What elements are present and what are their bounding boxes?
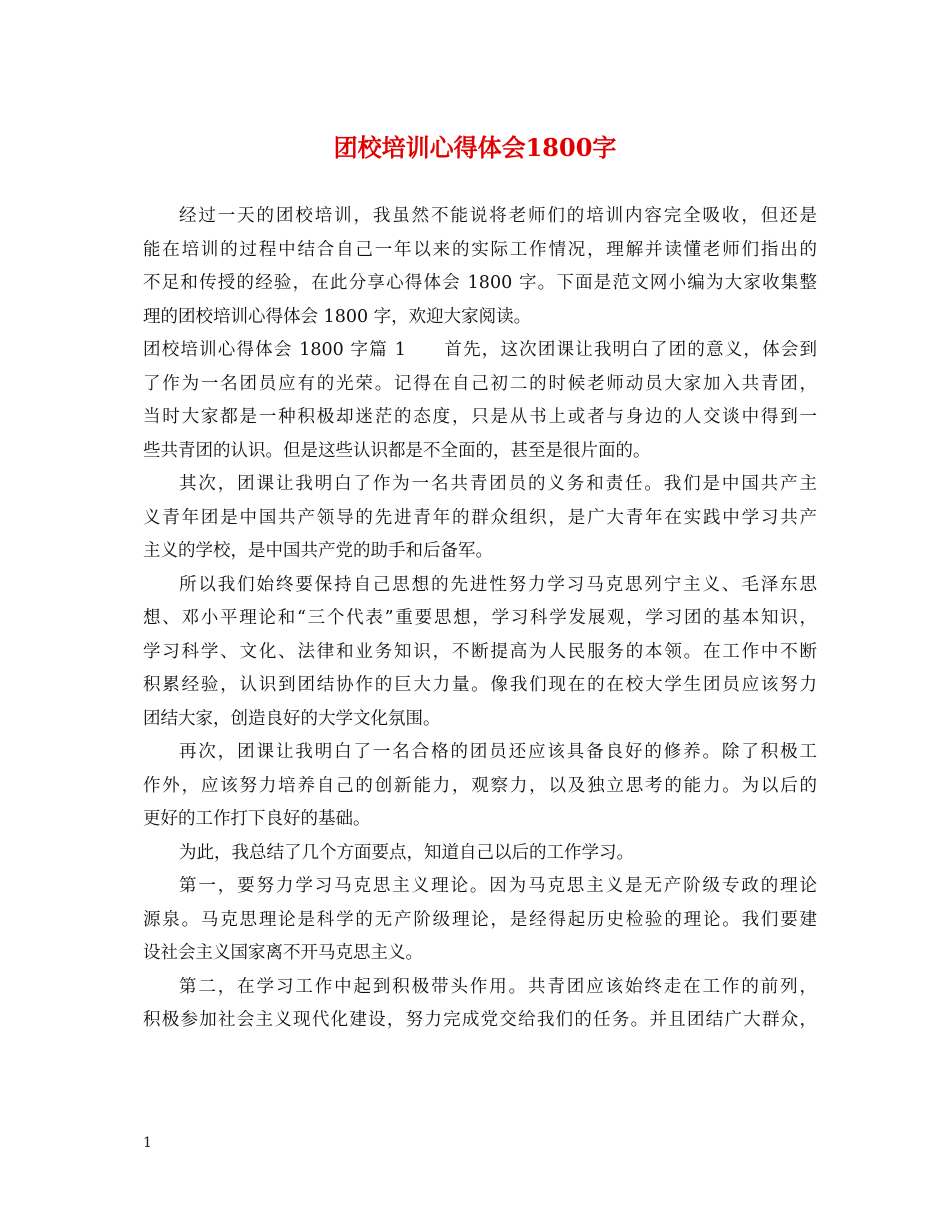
text-line: 不足和传授的经验，在此分享心得体会 1800 字。下面是范文网小编为大家收集整 [143, 273, 817, 293]
text-line: 源泉。马克思理论是科学的无产阶级理论，是经得起历史检验的理论。我们要建 [143, 909, 817, 930]
text-line: 其次，团课让我明白了作为一名共青团员的义务和责任。我们是中国共产主 [179, 474, 817, 494]
text-line: 第一，要努力学习马克思主义理论。因为马克思主义是无产阶级专政的理论 [179, 876, 817, 896]
text-line: 能在培训的过程中结合自己一年以来的实际工作情况，理解并读懂老师们指出的 [143, 239, 817, 260]
text-line: 了作为一名团员应有的光荣。记得在自己初二的时候老师动员大家加入共青团， [143, 373, 817, 394]
text-line: 作外，应该努力培养自己的创新能力，观察力，以及独立思考的能力。为以后的 [143, 775, 817, 796]
text-line: 当时大家都是一种积极却迷茫的态度，只是从书上或者与身边的人交谈中得到一 [143, 407, 817, 427]
text-line: 积极参加社会主义现代化建设，努力完成党交给我们的任务。并且团结广大群众， [143, 1010, 817, 1030]
text-line: 学习科学、文化、法律和业务知识，不断提高为人民服务的本领。在工作中不断 [143, 641, 817, 662]
text-line: 理的团校培训心得体会 1800 字，欢迎大家阅读。 [143, 306, 532, 327]
text-line: 设社会主义国家离不开马克思主义。 [143, 943, 423, 963]
text-line: 团校培训心得体会 1800 字篇 1 首先，这次团课让我明白了团的意义，体会到 [143, 340, 817, 360]
text-line: 想、邓小平理论和“三个代表”重要思想，学习科学发展观，学习团的基本知识， [143, 608, 817, 628]
text-line: 些共青团的认识。但是这些认识都是不全面的，甚至是很片面的。 [143, 440, 651, 461]
text-line: 团结大家，创造良好的大学文化氛围。 [143, 708, 441, 729]
document-body [143, 200, 817, 1038]
page-number: 1 [143, 1135, 152, 1151]
text-line: 为此，我总结了几个方面要点，知道自己以后的工作学习。 [179, 842, 634, 863]
document-title: 团校培训心得体会1800字 [333, 133, 617, 162]
text-line: 更好的工作打下良好的基础。 [143, 809, 371, 829]
text-line: 所以我们始终要保持自己思想的先进性努力学习马克思列宁主义、毛泽东思 [179, 574, 817, 595]
text-line: 积累经验，认识到团结协作的巨大力量。像我们现在的在校大学生团员应该努力 [143, 675, 817, 695]
text-line: 第二，在学习工作中起到积极带头作用。共青团应该始终走在工作的前列， [179, 976, 817, 997]
text-line: 义青年团是中国共产领导的先进青年的群众组织，是广大青年在实践中学习共产 [143, 507, 817, 528]
text-line: 主义的学校，是中国共产党的助手和后备军。 [143, 541, 493, 561]
text-line: 再次，团课让我明白了一名合格的团员还应该具备良好的修养。除了积极工 [179, 742, 817, 762]
text-line: 经过一天的团校培训，我虽然不能说将老师们的培训内容完全吸收，但还是 [179, 206, 817, 226]
